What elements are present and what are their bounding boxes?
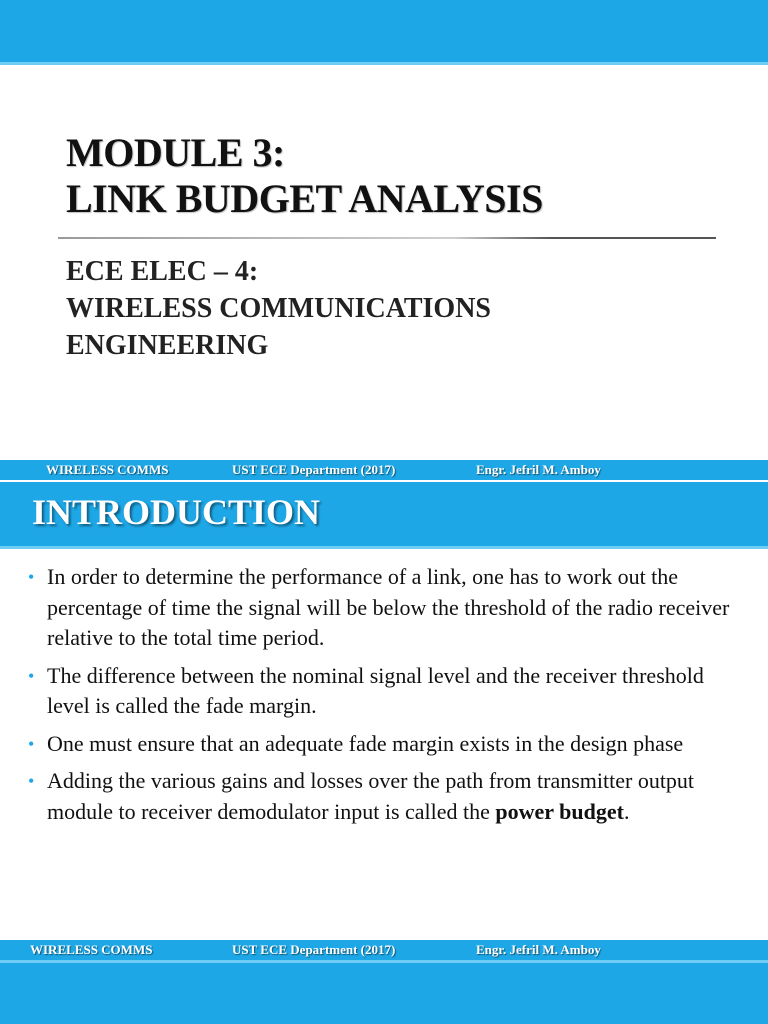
title-divider [58, 237, 716, 239]
subtitle-line-2: WIRELESS COMMUNICATIONS [66, 293, 491, 324]
slide-subtitle [66, 253, 491, 364]
top-accent-bar [0, 0, 768, 65]
bullet-item [28, 562, 740, 654]
bullet-icon: • [28, 567, 35, 587]
slide-footer [0, 460, 768, 480]
slide-header [0, 482, 768, 549]
footer-department: UST ECE Department (2017) [232, 942, 396, 957]
footer-department: UST ECE Department (2017) [232, 462, 396, 477]
bullet-text: Adding the various gains and losses over the path from transmitter output module to receiver demodulator input is called the [47, 768, 695, 824]
footer-course: WIRELESS COMMS [46, 462, 169, 477]
footer-author: Engr. Jefril M. Amboy [476, 462, 601, 477]
bullet-suffix: . [623, 798, 630, 824]
subtitle-line-3: ENGINEERING [66, 330, 269, 361]
footer-author: Engr. Jefril M. Amboy [476, 942, 601, 957]
bullet-item [28, 729, 740, 760]
introduction-slide [0, 482, 768, 1024]
bullet-text: One must ensure that an adequate fade margin exists in the design phase [47, 730, 684, 756]
bullet-icon: • [28, 665, 35, 686]
bullet-item [28, 661, 740, 722]
slide-title [66, 130, 543, 222]
bullet-list [28, 562, 740, 834]
title-slide [0, 0, 768, 482]
bottom-accent-bar [0, 960, 768, 1024]
subtitle-line-1: ECE ELEC – 4: [66, 256, 259, 287]
bullet-item [28, 766, 740, 827]
footer-course: WIRELESS COMMS [30, 942, 153, 957]
title-line-1: MODULE 3: [66, 130, 285, 175]
slide-heading: INTRODUCTION [32, 492, 321, 532]
bullet-text: The difference between the nominal signal level and the receiver threshold level is called the fade margin. [47, 662, 704, 718]
bullet-text: In order to determine the performance of a link, one has to work out the percentage of time the signal will be below the threshold of the radio receiver relative to the total time period. [47, 564, 730, 650]
slide-footer [0, 940, 768, 960]
bullet-icon: • [28, 733, 35, 754]
title-line-2: LINK BUDGET ANALYSIS [66, 176, 543, 221]
bullet-emphasis: power budget [495, 798, 624, 824]
bullet-icon: • [28, 771, 35, 791]
